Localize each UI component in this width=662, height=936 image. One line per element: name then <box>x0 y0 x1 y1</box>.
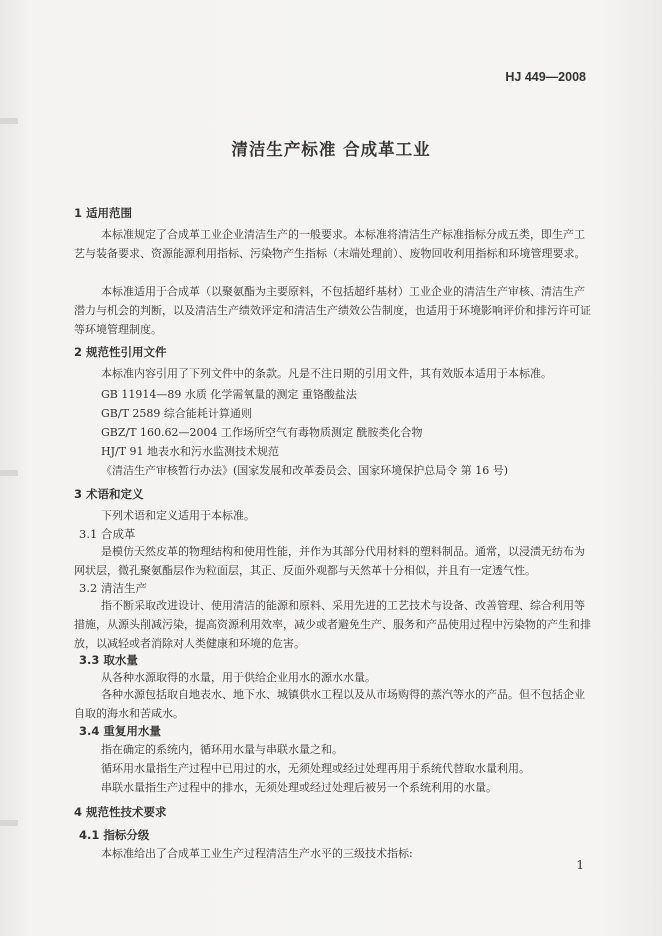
section-heading: 4 规范性技术要求 <box>74 805 167 819</box>
paragraph: 本标准适用于合成革（以聚氨酯为主要原料，不包括超纤基材）工业企业的清洁生产审核、清洁生产潜力与机会的判断，以及清洁生产绩效评定和清洁生产绩效公告制度，也适用于环境影响评价和排污许可证等环境管理制度。 <box>74 285 591 336</box>
term-definition: 从各种水源取得的水量，用于供给企业用水的源水水量。 <box>101 671 376 684</box>
paragraph: 本标准给出了合成革工业生产过程清洁生产水平的三级技术指标: <box>101 847 413 860</box>
reference-item: GB/T 2589 综合能耗计算通则 <box>101 407 252 420</box>
page-number: 1 <box>576 858 584 872</box>
term-definition: 各种水源包括取自地表水、地下水、城镇供水工程以及从市场购得的蒸汽等水的产品。但不包括企业自取的海水和苦咸水。 <box>74 688 585 720</box>
binding-mark <box>0 820 18 826</box>
section-heading: 3 术语和定义 <box>74 487 144 501</box>
term-definition: 循环用水量指生产过程中已用过的水，无须处理或经过处理再用于系统代替取水量利用。 <box>101 762 530 775</box>
standard-number: HJ 449—2008 <box>505 70 586 84</box>
reference-item: HJ/T 91 地表水和污水监测技术规范 <box>101 445 280 458</box>
binding-mark <box>0 118 18 124</box>
section-heading: 2 规范性引用文件 <box>74 345 167 359</box>
term-heading: 3.3 取水量 <box>79 653 138 667</box>
paragraph: 本标准内容引用了下列文件中的条款。凡是不注日期的引用文件，其有效版本适用于本标准。 <box>101 367 552 380</box>
term-definition: 串联水量指生产过程中的排水，无须处理或经过处理后被另一个系统利用的水量。 <box>101 781 497 794</box>
term-heading: 3.4 重复用水量 <box>79 724 161 738</box>
binding-mark <box>0 470 18 476</box>
term-definition: 指不断采取改进设计、使用清洁的能源和原料、采用先进的工艺技术与设备、改善管理、综合利用等措施，从源头削减污染，提高资源利用效率，减少或者避免生产、服务和产品使用过程中污染物的产生和排放，以减轻或者消除对人类健康和环境的危害。 <box>74 599 591 650</box>
term-definition: 指在确定的系统内，循环用水量与串联水量之和。 <box>101 743 343 756</box>
term-heading: 3.1 合成革 <box>79 527 136 541</box>
term-heading: 3.2 清洁生产 <box>79 581 147 595</box>
section-heading: 1 适用范围 <box>74 206 133 220</box>
page-title: 清洁生产标准 合成革工业 <box>231 140 431 159</box>
term-heading: 4.1 指标分级 <box>79 828 150 842</box>
term-definition: 是模仿天然皮革的物理结构和使用性能，并作为其部分代用材料的塑料制品。通常，以浸渍无纺布为网状层，微孔聚氨酯层作为粒面层，其正、反面外观都与天然革十分相似，并且有一定透气性。 <box>74 545 585 577</box>
paragraph: 本标准规定了合成革工业企业清洁生产的一般要求。本标准将清洁生产标准指标分成五类，即生产工艺与装备要求、资源能源利用指标、污染物产生指标（末端处理前）、废物回收利用指标和环境管理要求。 <box>74 228 586 260</box>
reference-item: GBZ/T 160.62—2004 工作场所空气有毒物质测定 酰胺类化合物 <box>101 426 423 439</box>
reference-item: 《清洁生产审核暂行办法》(国家发展和改革委员会、国家环境保护总局令 第 16 号) <box>101 464 509 477</box>
paragraph: 下列术语和定义适用于本标准。 <box>101 509 255 522</box>
reference-item: GB 11914—89 水质 化学需氧量的测定 重铬酸盐法 <box>101 388 357 401</box>
